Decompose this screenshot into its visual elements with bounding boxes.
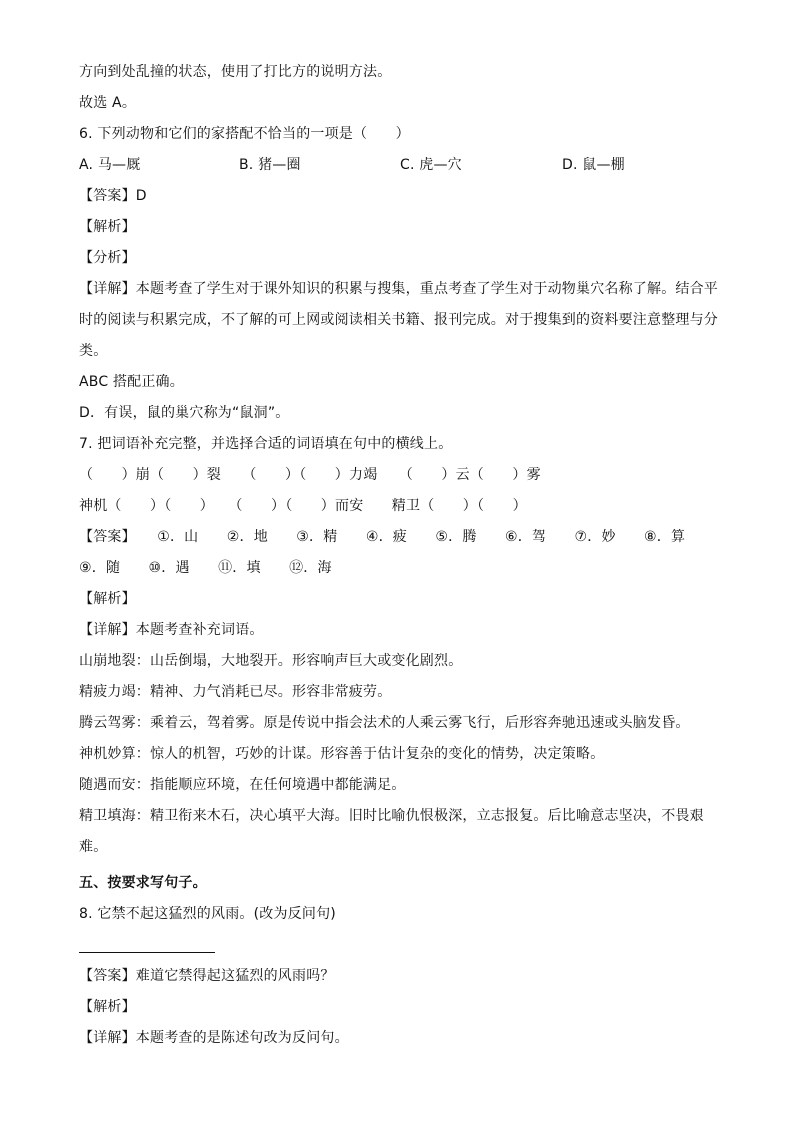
analysis-label: 【分析】 xyxy=(79,250,136,266)
text-line: 【详解】本题考查了学生对于课外知识的积累与搜集，重点考查了学生对于动物巢穴名称了解。结合平 xyxy=(79,281,718,297)
text-line: 精卫填海：精卫衔来木石，决心填平大海。旧时比喻仇恨极深，立志报复。后比喻意志坚决，不畏艰 xyxy=(79,808,704,824)
text-line: 故选 A。 xyxy=(79,95,137,111)
text-line: 类。 xyxy=(79,343,108,359)
text-line: 腾云驾雾：乘着云，驾着雾。原是传说中指会法术的人乘云雾飞行，后形容奔驰迅速或头脑发昏。 xyxy=(79,715,690,731)
text-line: 【详解】本题考查的是陈述句改为反问句。 xyxy=(79,1030,349,1046)
answer-blank-line xyxy=(79,952,215,953)
question-7: 7. 把词语补充完整，并选择合适的词语填在句中的横线上。 xyxy=(79,436,453,452)
text-line: 随遇而安：指能顺应环境，在任何境遇中都能满足。 xyxy=(79,777,406,793)
answer-label: 【答案】难道它禁得起这猛烈的风雨吗？ xyxy=(79,968,335,984)
text-line: 难。 xyxy=(79,839,108,855)
section-heading: 五、按要求写句子。 xyxy=(79,875,207,891)
text-line: ABC 搭配正确。 xyxy=(79,374,184,390)
text-line: 方向到处乱撞的状态，使用了打比方的说明方法。 xyxy=(79,64,392,80)
text-line: 山崩地裂：山岳倒塌，大地裂开。形容响声巨大或变化剧烈。 xyxy=(79,653,463,669)
text-line: 神机（ ）（ ） （ ）（ ）而安 精卫（ ）（ ） xyxy=(79,498,527,514)
option-d: D. 鼠—棚 xyxy=(562,157,625,173)
answer-label: 【答案】 ①．山 ②．地 ③．精 ④．疲 ⑤．腾 ⑥．驾 ⑦．妙 ⑧．算 xyxy=(79,529,686,545)
option-b: B. 猪—圈 xyxy=(239,157,301,173)
text-line: 精疲力竭：精神、力气消耗已尽。形容非常疲劳。 xyxy=(79,684,392,700)
question-6: 6. 下列动物和它们的家搭配不恰当的一项是（ ） xyxy=(79,126,410,142)
analysis-label: 【解析】 xyxy=(79,999,136,1015)
analysis-label: 【解析】 xyxy=(79,219,136,235)
question-8: 8. 它禁不起这猛烈的风雨。(改为反问句) xyxy=(79,906,336,922)
option-a: A. 马—厩 xyxy=(79,157,141,173)
text-line: 【详解】本题考查补充词语。 xyxy=(79,622,264,638)
text-line: （ ）崩（ ）裂 （ ）（ ）力竭 （ ）云（ ）雾 xyxy=(79,467,541,483)
text-line: 神机妙算：惊人的机智，巧妙的计谋。形容善于估计复杂的变化的情势，决定策略。 xyxy=(79,746,605,762)
analysis-label: 【解析】 xyxy=(79,591,136,607)
answer-label: 【答案】D xyxy=(79,188,147,204)
text-line: 时的阅读与积累完成，不了解的可上网或阅读相关书籍、报刊完成。对于搜集到的资料要注意整理与分 xyxy=(79,312,718,328)
text-line: D．有误，鼠的巢穴称为“鼠洞”。 xyxy=(79,405,290,421)
text-line: ⑨．随 ⑩．遇 ⑪．填 ⑫．海 xyxy=(79,560,332,576)
option-c: C. 虎—穴 xyxy=(400,157,462,173)
